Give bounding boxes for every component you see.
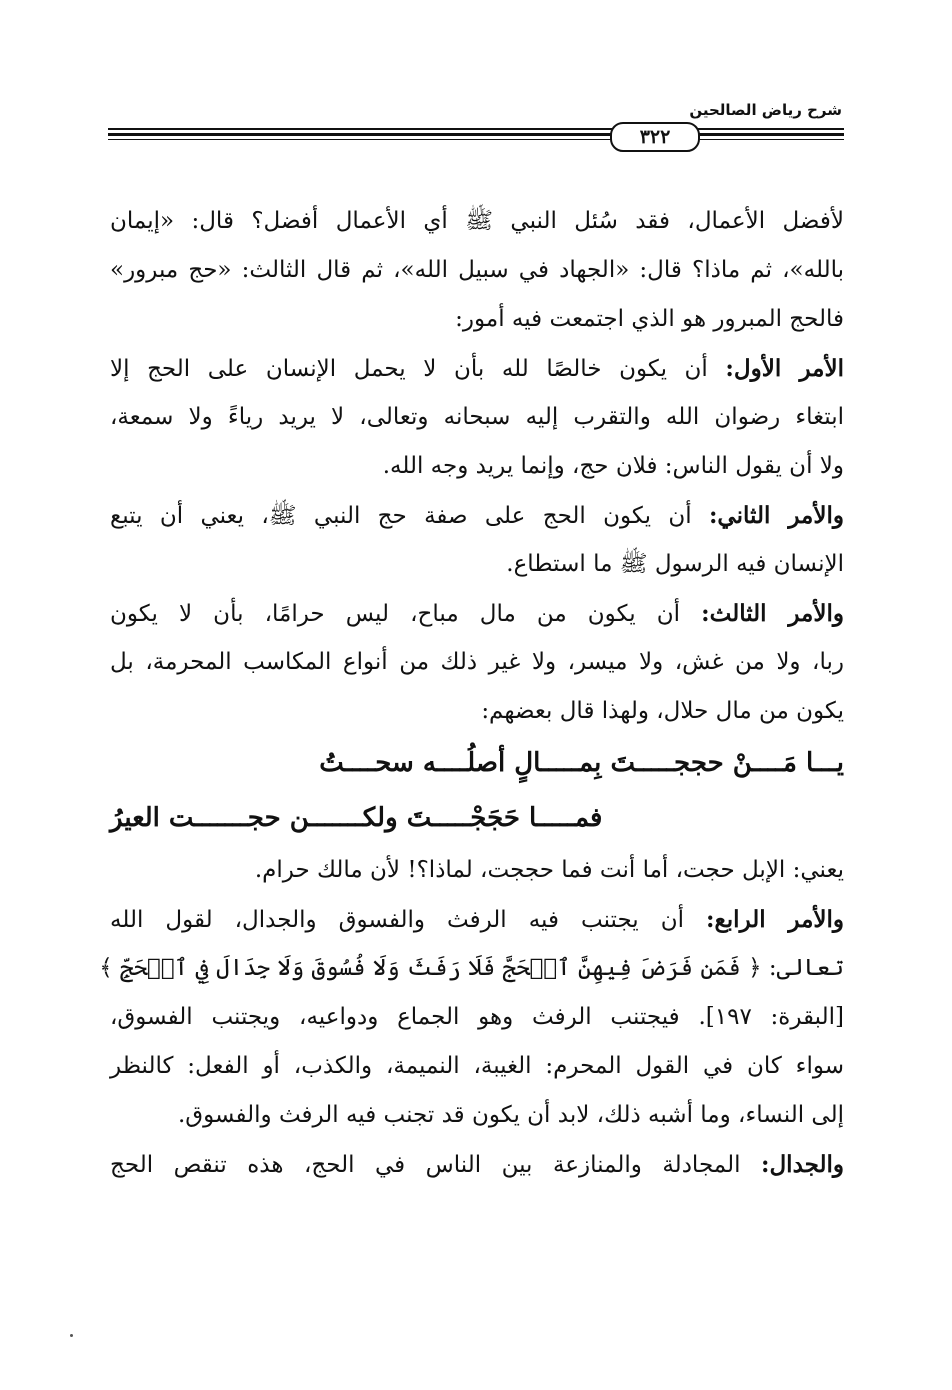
poem-verse: يـــا مَــــنْ حججـــــتَ بِمـــــالٍ أصلُــــه سحــــتُ [319,748,844,778]
header-rule-line [108,128,844,130]
text-line: فالحج المبرور هو الذي اجتمعت فيه أمور: [455,306,844,332]
text-line [110,1140,844,1189]
text-line [110,589,844,638]
body-text [99,197,845,1189]
text-line: ابتغاء رضوان الله والتقرب إليه سبحانه وتعالى، لا يريد رياءً ولا سمعة، [110,404,844,430]
quran-verse-line: تعالى: ﴿ فَمَن فَرَضَ فِيهِنَّ ٱلۡحَجَّ فَلَا رَفَثَ وَلَا فُسُوقَ وَلَا جِدَالَ فِي ٱلۡحَجِّ ﴾ [99,955,844,981]
header-rule [108,124,844,144]
text-line: يعني: الإبل حجت، أما أنت فما حججت، لماذا؟! لأن مالك حرام. [254,857,844,883]
text-line: إلى النساء، وما أشبه ذلك، لابد أن يكون قد تجنب فيه الرفث والفسوق. [177,1102,844,1128]
text-span: أن يكون الحج على صفة حج النبي ﷺ، يعني أن يتبع [110,503,709,529]
text-line: سواء كان في القول المحرم: الغيبة، النميمة، والكذب، أو الفعل: كالنظر [110,1053,844,1079]
text-line [110,491,844,540]
point-label: والأمر الرابع: [706,906,845,933]
text-span: أن يكون خالصًا لله بأن لا يحمل الإنسان على الحج إلا [110,356,726,382]
point-label: والأمر الثالث: [701,600,844,627]
point-label: والجدال: [760,1151,844,1178]
text-span: المجادلة والمنازعة بين الناس في الحج، هذه تنقص الحج [110,1152,761,1178]
poem-verse: فمـــــا حَجَجْـــــتَ ولكـــــــن حجـــــــت العيرُ [110,803,603,833]
text-line: لأفضل الأعمال، فقد سُئل النبي ﷺ أي الأعمال أفضل؟ قال: «إيمان [110,208,844,234]
header-rule-line [108,139,844,140]
scan-speck [70,1334,73,1337]
text-line [110,895,844,944]
text-line: الإنسان فيه الرسول ﷺ ما استطاع. [506,551,844,577]
text-line: ولا أن يقول الناس: فلان حج، وإنما يريد وجه الله. [382,453,844,479]
text-line: [البقرة: ١٩٧]. فيجتنب الرفث وهو الجماع ودواعيه، ويجتنب الفسوق، [110,1004,844,1030]
running-title: شرح رياض الصالحين [689,101,842,119]
header-rule-line [108,133,844,136]
text-line: يكون من مال حلال، ولهذا قال بعضهم: [481,698,844,724]
text-span: أن يكون من مال مباح، ليس حرامًا، بأن لا يكون [110,601,702,627]
page-number: ٣٢٢ [610,122,700,152]
text-line: بالله»، ثم ماذا؟ قال: «الجهاد في سبيل الله»، ثم قال الثالث: «حج مبرور» [110,257,844,283]
text-line [110,344,844,393]
point-label: والأمر الثاني: [708,502,844,529]
point-label: الأمر الأول: [725,355,845,382]
text-span: أن يجتنب فيه الرفث والفسوق والجدال، لقول الله [110,907,707,933]
text-line: ربا، ولا من غش، ولا ميسر، ولا غير ذلك من أنواع المكاسب المحرمة، بل [110,649,844,675]
